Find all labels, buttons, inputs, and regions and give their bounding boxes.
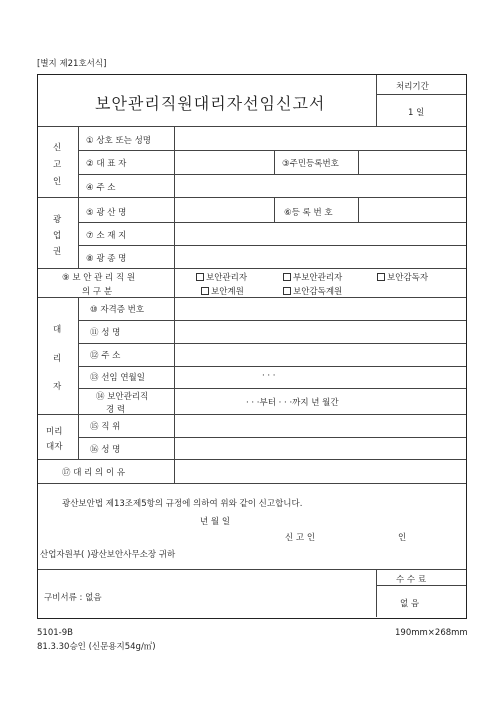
existing-pos-label: ⑮ 직 위 — [90, 422, 121, 432]
mine-group-1: 광 — [53, 215, 62, 225]
reporter-name-label: ① 상호 또는 성명 — [86, 136, 151, 146]
processing-label: 처리기간 — [396, 82, 429, 92]
reporter-group-2: 고 — [53, 160, 62, 170]
option-deputy-security-manager[interactable]: 부보안관리자 — [283, 271, 342, 283]
declaration-date: 년 월 일 — [200, 517, 231, 527]
reporter-addr-label: ④ 주 소 — [86, 183, 116, 193]
agent-name-label: ⑪ 성 명 — [90, 328, 121, 338]
staff-type-label-2: 의 구 분 — [82, 287, 113, 297]
reporter-resid-label: ③주민등록번호 — [282, 159, 339, 169]
agent-group-3: 자 — [53, 382, 62, 392]
processing-value: 1 일 — [408, 108, 425, 118]
reason-label: ⑰ 대 리 의 이 유 — [62, 468, 126, 478]
agent-date-value: · · · — [262, 371, 276, 381]
fee-label: 수 수 료 — [396, 575, 427, 585]
agent-group-2: 리 — [53, 354, 62, 364]
staff-type-label-1: ⑨ 보 안 관 리 직 원 — [62, 273, 136, 283]
declaration-signer: 신 고 인 — [285, 533, 316, 543]
required-docs: 구비서류 : 없음 — [44, 593, 102, 603]
option-security-supervisor[interactable]: 보안감독자 — [377, 271, 428, 283]
existing-group-2: 대자 — [46, 442, 63, 452]
footer-code: 5101-9B — [37, 628, 73, 638]
fee-value: 없 음 — [400, 599, 420, 609]
option-security-supervising-clerk[interactable]: 보안감독계원 — [283, 285, 342, 297]
agent-group-1: 대 — [53, 325, 62, 335]
checkbox-icon — [201, 287, 209, 295]
option-security-clerk[interactable]: 보안계원 — [201, 285, 244, 297]
mine-name-label: ⑤ 광 산 명 — [86, 208, 127, 218]
reporter-group-1: 신 — [53, 143, 62, 153]
declaration-text: 광산보안법 제13조제5항의 규정에 의하여 위와 같이 신고합니다. — [62, 499, 303, 509]
reporter-group-3: 인 — [53, 177, 62, 187]
mine-group-3: 권 — [53, 247, 62, 257]
mine-loc-label: ⑦ 소 재 지 — [86, 231, 127, 241]
agent-date-label: ⑬ 선임 연월일 — [90, 373, 145, 383]
footer-size: 190mm×268mm — [395, 628, 468, 638]
checkbox-icon — [196, 273, 204, 281]
checkbox-icon — [377, 273, 385, 281]
footer-approval: 81.3.30승인 (신문용지54g/㎡) — [37, 642, 156, 652]
existing-name-label: ⑯ 성 명 — [90, 445, 121, 455]
checkbox-icon — [283, 287, 291, 295]
agent-addr-label: ⑫ 주 소 — [90, 351, 121, 361]
reporter-rep-label: ② 대 표 자 — [86, 159, 127, 169]
agent-period-label-1: ⑭ 보안관리직 — [96, 392, 149, 402]
form-number: [별지 제21호서식] — [37, 59, 107, 69]
existing-group-1: 미리 — [46, 427, 63, 437]
declaration-addressee: 산업자원부( )광산보안사무소장 귀하 — [40, 550, 176, 560]
agent-cert-label: ⑩ 자격증 번호 — [90, 305, 145, 315]
mine-reg-label: ⑥등 록 번 호 — [284, 208, 333, 218]
checkbox-icon — [283, 273, 291, 281]
form-title: 보안관리직원대리자선임신고서 — [95, 94, 326, 113]
declaration-seal: 인 — [398, 533, 407, 543]
mine-group-2: 업 — [53, 231, 62, 241]
agent-period-label-2: 경 력 — [106, 405, 126, 415]
mine-kind-label: ⑧ 광 종 명 — [86, 254, 127, 264]
option-security-manager[interactable]: 보안관리자 — [196, 271, 247, 283]
agent-period-value: · · ·부터 · · ·까지 년 월간 — [246, 398, 339, 408]
